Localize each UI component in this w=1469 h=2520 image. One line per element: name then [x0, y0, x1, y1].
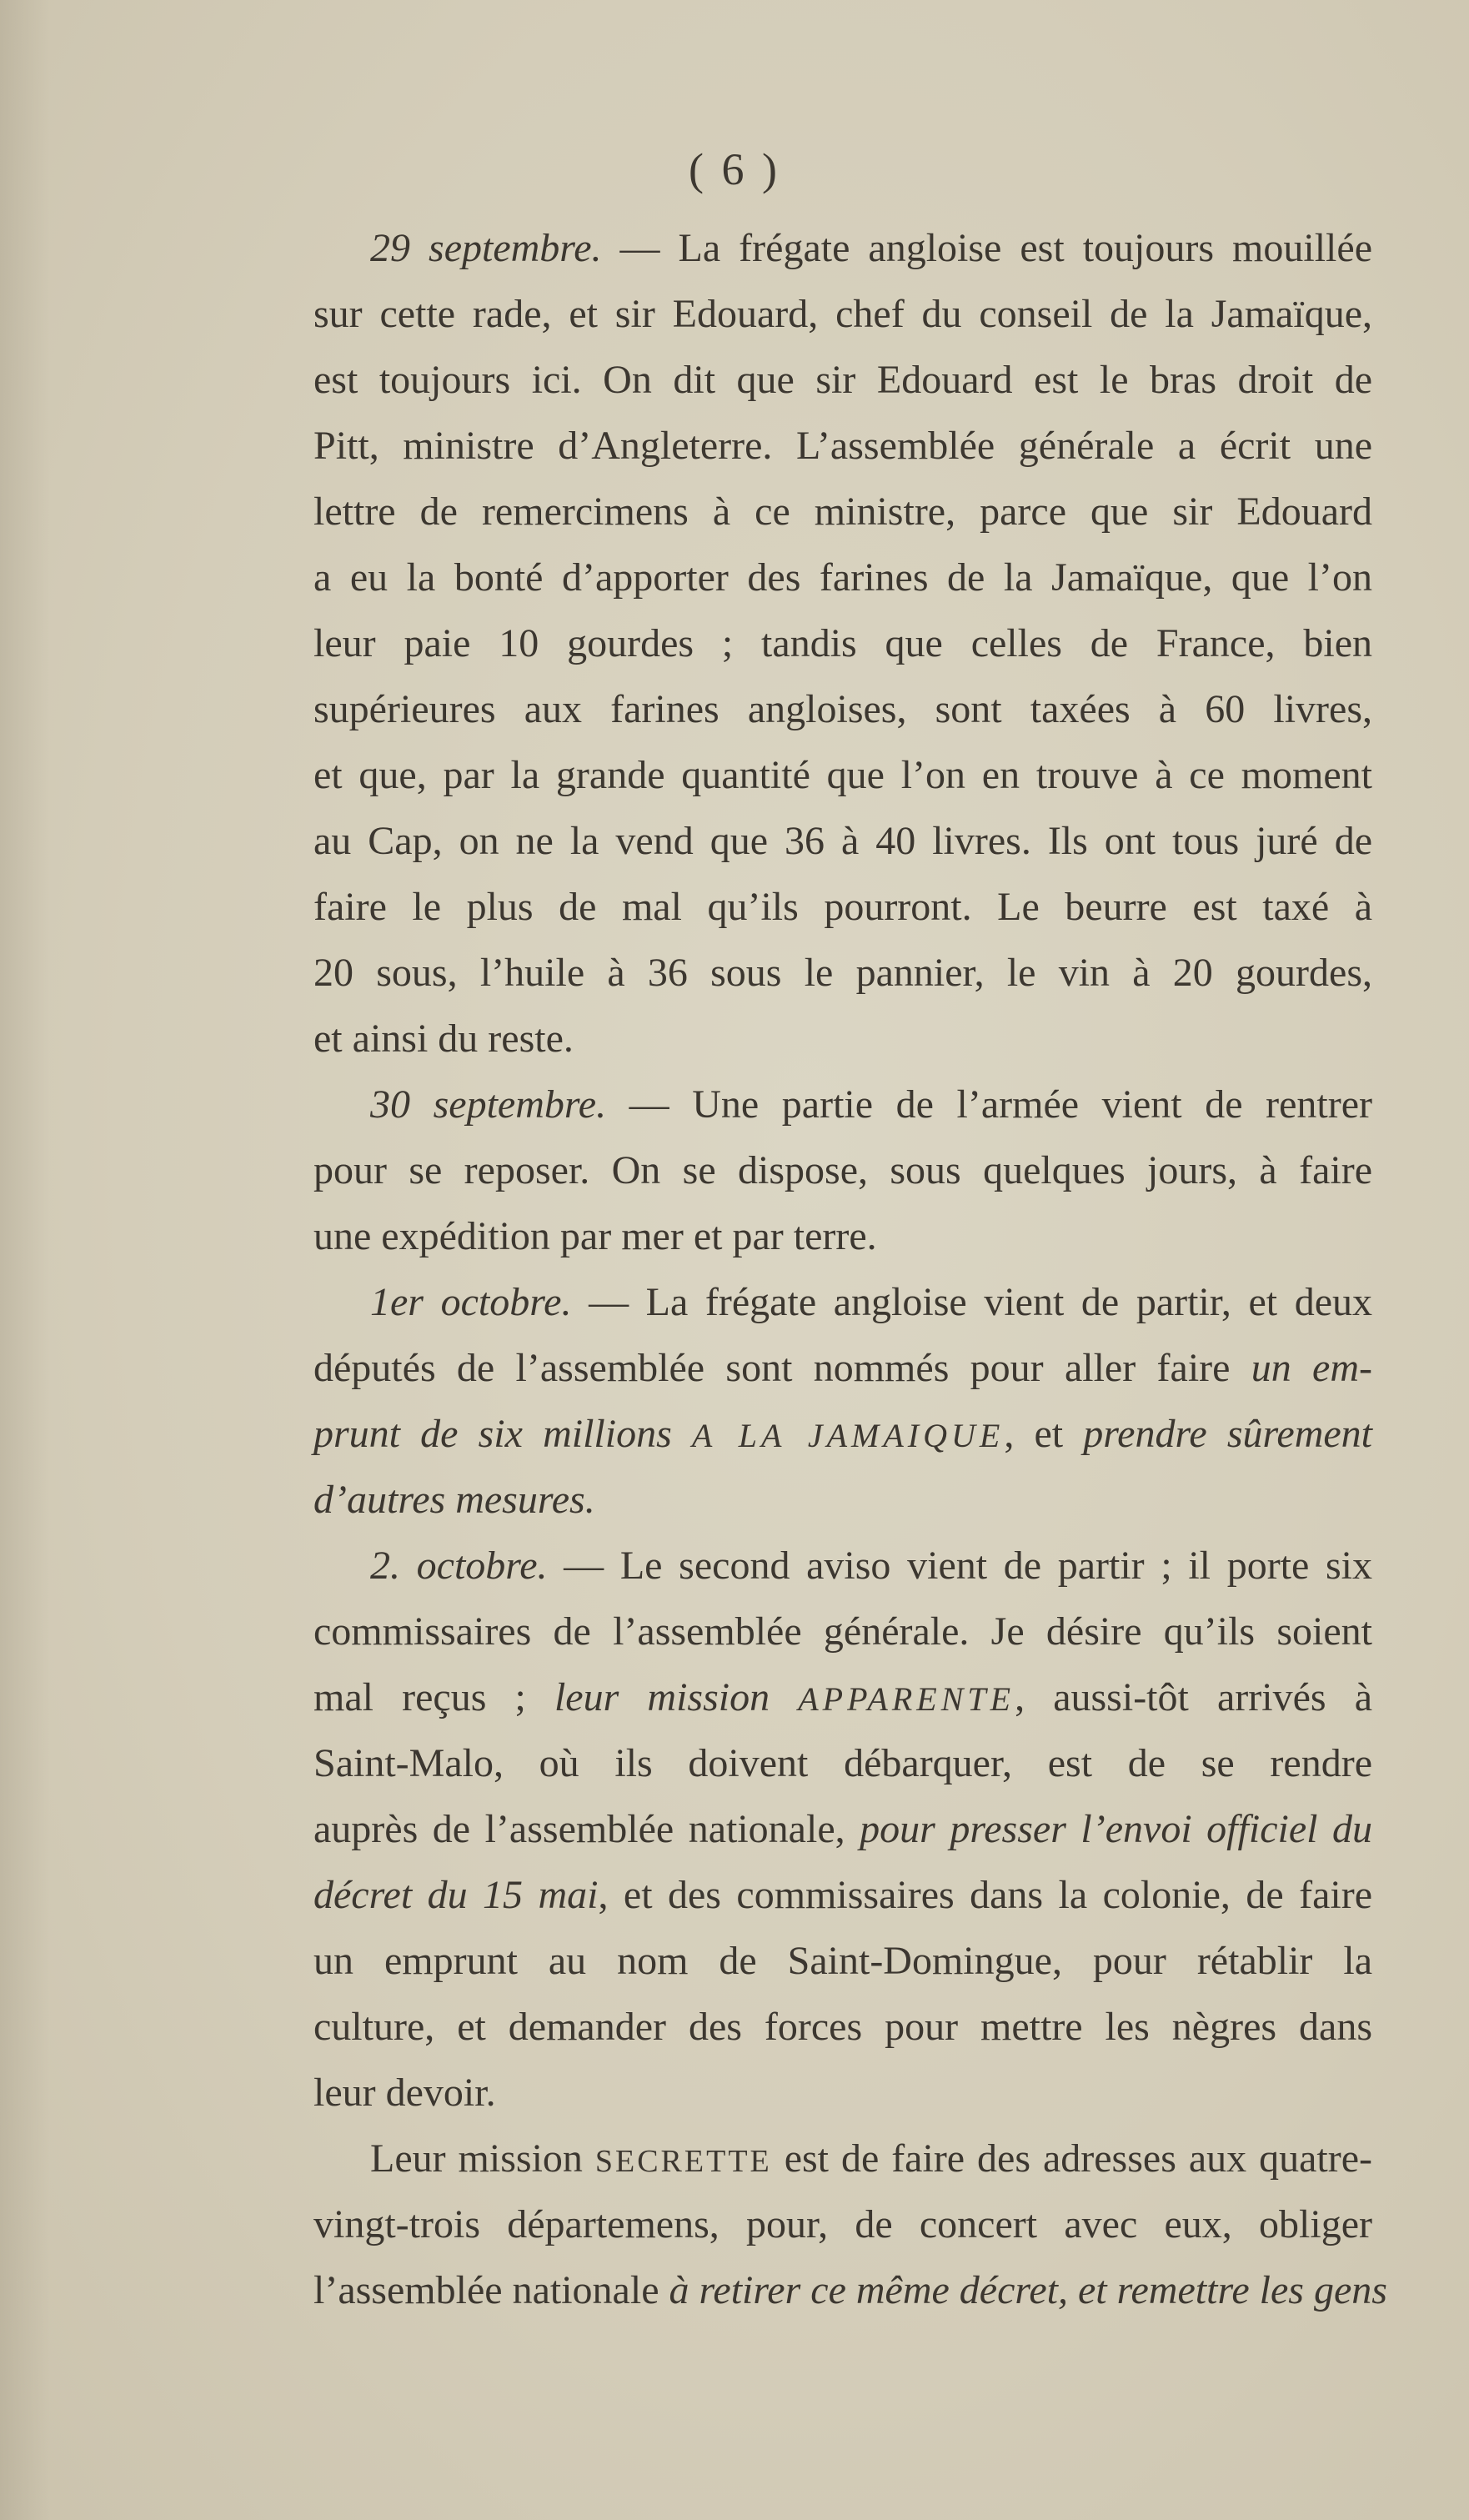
text-segment: Saint-Malo, où ils doivent débarquer, est de se rendre [313, 1741, 1372, 1785]
text-line [313, 610, 1372, 676]
text-segment: l’assemblée nationale [313, 2268, 669, 2312]
text-line [313, 1664, 1372, 1730]
text-line [313, 874, 1372, 940]
text-line [313, 347, 1372, 413]
text-segment: un emprunt au nom de Saint-Domingue, pour rétablir la [313, 1939, 1372, 1983]
italic-text-segment: 1er octobre. [370, 1280, 572, 1324]
text-line [313, 1928, 1372, 1994]
page-number: ( 6 ) [689, 144, 780, 194]
text-line [313, 676, 1372, 742]
text-segment: leur paie 10 gourdes ; tandis que celles de France, bien [313, 621, 1372, 665]
text-line [313, 808, 1372, 874]
italic-text-segment: A LA JAMAIQUE [691, 1417, 1005, 1454]
italic-text-segment: prunt de six millions [313, 1412, 692, 1456]
page-gutter-shadow [0, 0, 50, 2520]
text-line [313, 2060, 1372, 2126]
italic-text-segment: un em- [1251, 1346, 1373, 1390]
text-segment: — La frégate angloise vient de partir, et deux [571, 1280, 1373, 1324]
text-segment: lettre de remercimens à ce ministre, parce que sir Edouard [313, 489, 1372, 534]
text-segment: mal reçus ; [313, 1675, 554, 1719]
text-line [313, 1203, 1372, 1269]
italic-text-segment: à retirer ce même décret, et remettre les gens [669, 2268, 1387, 2312]
text-line [313, 1269, 1372, 1335]
text-segment: et ainsi du reste. [313, 1017, 574, 1061]
text-line [313, 479, 1372, 545]
text-segment: 20 sous, l’huile à 36 sous le pannier, le vin à 20 gourdes, [313, 951, 1372, 995]
text-line [313, 2257, 1387, 2323]
text-line [313, 1335, 1372, 1401]
italic-text-segment: leur mission [554, 1675, 799, 1719]
text-segment: vingt-trois départemens, pour, de concert avec eux, obliger [313, 2202, 1372, 2246]
text-line [313, 2191, 1372, 2257]
text-line [313, 1072, 1372, 1137]
text-line [313, 940, 1372, 1006]
italic-text-segment: 29 septembre. [370, 226, 602, 270]
text-line [313, 1994, 1372, 2060]
text-line [313, 1599, 1372, 1664]
text-segment: supérieures aux farines angloises, sont taxées à 60 livres, [313, 687, 1372, 731]
text-segment: , et [1004, 1412, 1084, 1456]
text-segment: — Une partie de l’armée vient de rentrer [606, 1082, 1372, 1127]
text-line [313, 1006, 1372, 1072]
text-line [313, 215, 1372, 281]
text-segment: Leur mission [370, 2136, 595, 2181]
text-segment: a eu la bonté d’apporter des farines de la Jamaïque, que l’on [313, 555, 1372, 600]
text-line [313, 1533, 1372, 1599]
text-line [313, 2126, 1372, 2191]
italic-text-segment: décret du 15 mai [313, 1873, 599, 1917]
text-line [313, 1401, 1372, 1467]
text-line [313, 281, 1372, 347]
text-line [313, 1730, 1372, 1796]
text-segment: commissaires de l’assemblée générale. Je désire qu’ils soient [313, 1609, 1372, 1654]
text-segment: et que, par la grande quantité que l’on en trouve à ce moment [313, 753, 1372, 797]
text-segment: députés de l’assemblée sont nommés pour aller faire [313, 1346, 1251, 1390]
text-segment: auprès de l’assemblée nationale, [313, 1807, 860, 1851]
text-segment: faire le plus de mal qu’ils pourront. Le beurre est taxé à [313, 885, 1372, 929]
text-line [313, 1796, 1372, 1862]
text-segment: est toujours ici. On dit que sir Edouard est le bras droit de [313, 358, 1372, 402]
text-segment: culture, et demander des forces pour mettre les nègres dans [313, 2005, 1372, 2049]
body-text [313, 215, 1387, 2323]
text-segment: — Le second aviso vient de partir ; il porte six [547, 1544, 1373, 1588]
text-segment: , et des commissaires dans la colonie, de faire [598, 1873, 1372, 1917]
text-line [313, 1467, 1372, 1533]
italic-text-segment: pour presser l’envoi officiel du [860, 1807, 1372, 1851]
text-line [313, 1137, 1372, 1203]
italic-text-segment: prendre sûrement [1083, 1412, 1373, 1456]
text-segment: SECRETTE [594, 2144, 772, 2179]
italic-text-segment: 30 septembre. [370, 1082, 607, 1127]
text-segment: , aussi-tôt arrivés à [1015, 1675, 1372, 1719]
text-segment: une expédition par mer et par terre. [313, 1214, 877, 1258]
italic-text-segment: APPARENTE [798, 1680, 1015, 1718]
text-line [313, 742, 1372, 808]
text-segment: leur devoir. [313, 2071, 496, 2115]
italic-text-segment: 2. octobre. [370, 1544, 548, 1588]
text-segment: sur cette rade, et sir Edouard, chef du conseil de la Jamaïque, [313, 292, 1372, 336]
text-segment: pour se reposer. On se dispose, sous quelques jours, à faire [313, 1148, 1372, 1192]
text-segment: Pitt, ministre d’Angleterre. L’assemblée générale a écrit une [313, 424, 1372, 468]
text-line [313, 413, 1372, 479]
text-segment: est de faire des adresses aux quatre- [771, 2136, 1372, 2181]
text-line [313, 1862, 1372, 1928]
italic-text-segment: d’autres mesures. [313, 1478, 595, 1522]
text-line [313, 545, 1372, 610]
text-segment: — La frégate angloise est toujours mouillée [601, 226, 1372, 270]
text-segment: au Cap, on ne la vend que 36 à 40 livres. Ils ont tous juré de [313, 819, 1372, 863]
